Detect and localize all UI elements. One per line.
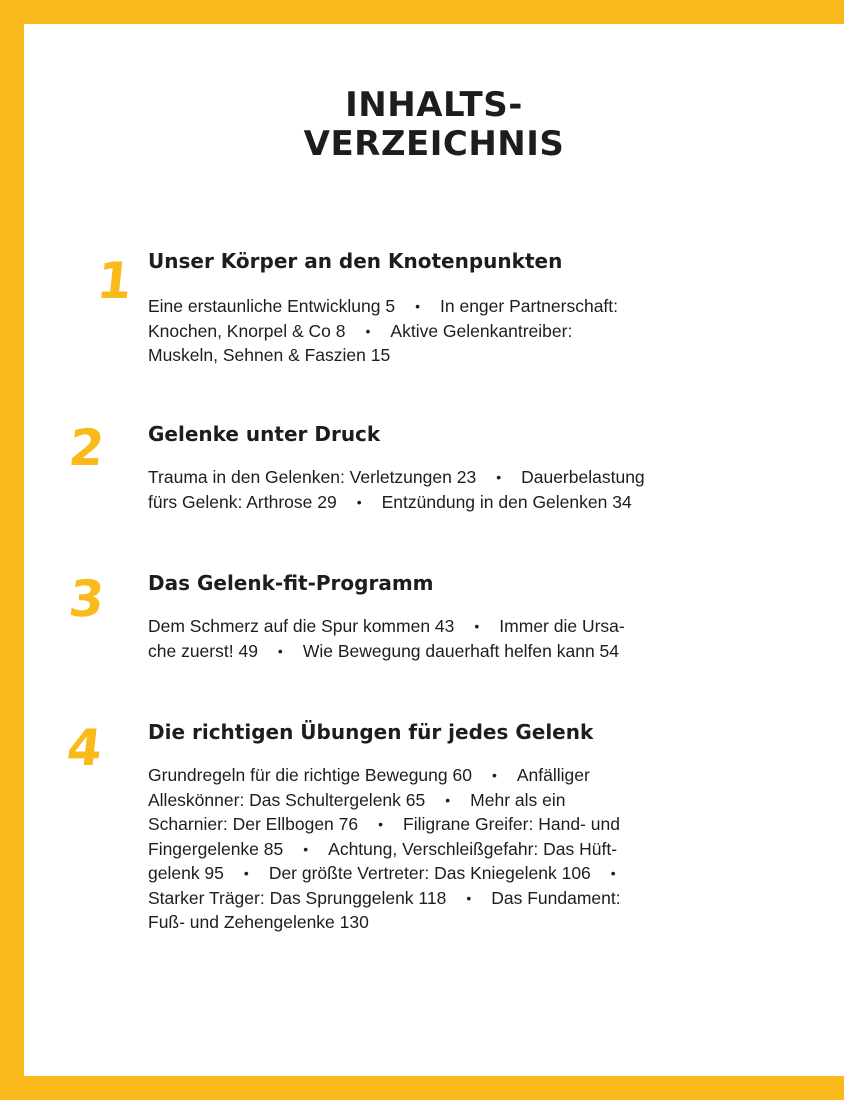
bullet-separator: • (303, 840, 309, 857)
entry-text: Wie Bewegung dauerhaft helfen kann 54 (302, 640, 620, 661)
chapter-entries (148, 465, 720, 514)
entry-text: Aktive Gelenkantreiber: (390, 320, 573, 341)
bullet-separator: • (243, 865, 249, 881)
bullet-separator: • (365, 322, 371, 339)
page-title-line-1: INHALTS- (345, 85, 523, 125)
entry-text: Mehr als ein (470, 789, 566, 810)
entry-line (148, 910, 720, 935)
chapter-title: Unser Körper an den Knotenpunkten (148, 249, 563, 273)
chapter-number: 1 (94, 252, 136, 310)
entry-line (148, 614, 720, 639)
entry-line (148, 639, 720, 664)
bullet-separator: • (356, 493, 362, 510)
page-title-line-2: VERZEICHNIS (303, 124, 565, 164)
bullet-separator: • (378, 816, 384, 832)
chapter-number: 4 (64, 719, 106, 777)
entry-text: che zuerst! 49 (148, 640, 258, 661)
chapter-title: Das Gelenk-fit-Programm (148, 571, 434, 595)
entry-text: Scharnier: Der Ellbogen 76 (148, 814, 359, 834)
entry-text: gelenk 95 (148, 863, 224, 883)
entry-line (148, 886, 720, 911)
bullet-separator: • (610, 865, 616, 881)
content-page (24, 24, 844, 1076)
entry-text: Alleskönner: Das Schultergelenk 65 (148, 789, 426, 810)
entry-text: Filigrane Greifer: Hand- und (403, 814, 620, 834)
bullet-separator: • (466, 889, 472, 906)
entry-text: Trauma in den Gelenken: Verletzungen 23 (148, 467, 477, 487)
entry-line (148, 319, 720, 344)
entry-text: Knochen, Knorpel & Co 8 (148, 320, 346, 341)
entry-text: Achtung, Verschleißgefahr: Das Hüft- (328, 838, 618, 859)
chapter-entries (148, 294, 720, 368)
entry-line (148, 490, 720, 515)
entry-text: fürs Gelenk: Arthrose 29 (148, 491, 337, 512)
bullet-separator: • (445, 791, 451, 808)
entry-line (148, 294, 720, 319)
chapter-entries (148, 614, 720, 663)
entry-text: Das Fundament: (491, 887, 621, 908)
chapter-number: 3 (66, 570, 108, 628)
entry-text: Immer die Ursa- (499, 616, 625, 636)
page-title (24, 86, 844, 164)
entry-text: In enger Partnerschaft: (440, 296, 619, 316)
entry-line (148, 837, 720, 862)
bullet-separator: • (277, 642, 283, 659)
chapter-title: Gelenke unter Druck (148, 422, 381, 446)
entry-line (148, 763, 720, 788)
bullet-separator: • (496, 469, 502, 485)
entry-text: Anfälliger (516, 765, 590, 785)
entry-text: Fingergelenke 85 (148, 838, 284, 859)
entry-text: Fuß- und Zehengelenke 130 (148, 912, 369, 932)
entry-text: Starker Träger: Das Sprunggelenk 118 (148, 887, 447, 908)
entry-text: Eine erstaunliche Entwicklung 5 (148, 296, 396, 316)
entry-text: Entzündung in den Gelenken 34 (381, 491, 632, 512)
bullet-separator: • (474, 618, 480, 634)
entry-line (148, 465, 720, 490)
entry-line (148, 788, 720, 813)
entry-text: Dauerbelastung (521, 467, 645, 487)
entry-text: Muskeln, Sehnen & Faszien 15 (148, 345, 391, 365)
entry-line (148, 343, 720, 368)
entry-line (148, 861, 720, 886)
entry-text: Der größte Vertreter: Das Kniegelenk 106 (268, 863, 591, 883)
entry-text: Grundregeln für die richtige Bewegung 60 (148, 765, 472, 785)
bullet-separator: • (491, 767, 497, 783)
chapter-entries (148, 763, 720, 935)
chapter-title: Die richtigen Übungen für jedes Gelenk (148, 720, 594, 744)
chapter-number: 2 (66, 419, 108, 477)
bullet-separator: • (415, 298, 420, 314)
entry-text: Dem Schmerz auf die Spur kommen 43 (148, 616, 455, 636)
entry-line (148, 812, 720, 837)
